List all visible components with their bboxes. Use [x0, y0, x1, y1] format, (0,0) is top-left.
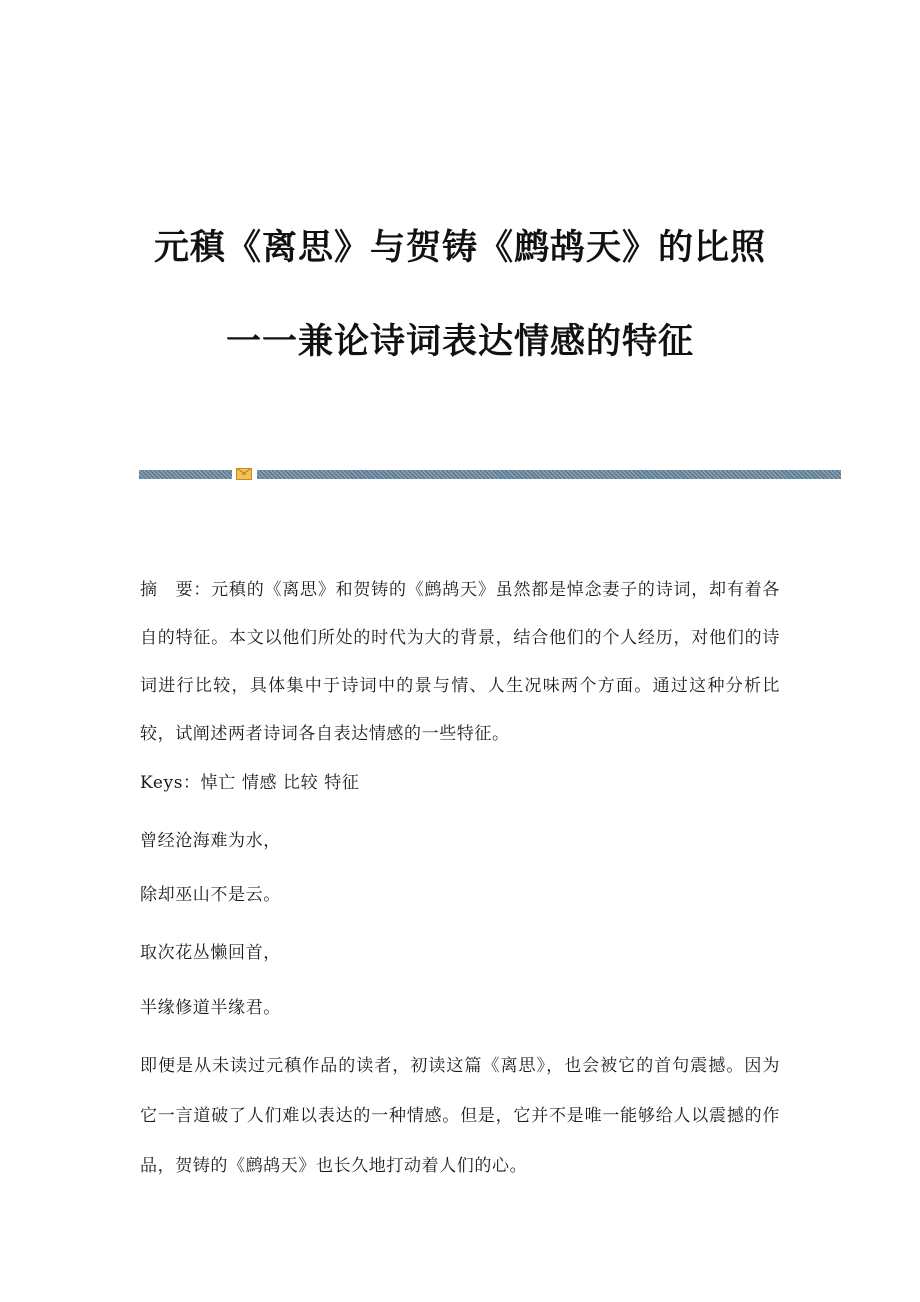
- title-line-2: 一一兼论诗词表达情感的特征: [225, 321, 694, 362]
- keywords-line: [140, 768, 359, 793]
- divider-bar-right: [257, 470, 841, 479]
- poem-line: 取次花丛懒回首，: [140, 943, 281, 963]
- keywords-label: Keys：: [140, 773, 201, 793]
- title-line-1: 元稹《离思》与贺铸《鹧鸪天》的比照: [153, 227, 766, 268]
- abstract-text: 元稹的《离思》和贺铸的《鹧鸪天》虽然都是悼念妻子的诗词，却有着各自的特征。本文以他们所处的时代为大的背景，结合他们的个人经历，对他们的诗词进行比较，具体集中于诗词中的景与情、人生况味两个方面。通过这种分析比较，试阐述两者诗词各自表达情感的一些特征。: [140, 580, 780, 744]
- abstract-label: 摘 要：: [140, 580, 212, 600]
- keywords-values: 悼亡 情感 比较 特征: [200, 773, 360, 793]
- body-paragraph: 即便是从未读过元稹作品的读者，初读这篇《离思》，也会被它的首句震撼。因为它一言道破了人们难以表达的一种情感。但是，它并不是唯一能够给人以震撼的作品，贺铸的《鹧鸪天》也长久地打动着人们的心。: [140, 1056, 780, 1176]
- divider-bar-left: [139, 470, 232, 479]
- poem-line: 除却巫山不是云。: [140, 885, 281, 905]
- envelope-icon: [236, 468, 252, 480]
- poem-line: 曾经沧海难为水，: [140, 831, 281, 851]
- poem-line: 半缘修道半缘君。: [140, 998, 281, 1018]
- abstract-paragraph: [140, 566, 780, 758]
